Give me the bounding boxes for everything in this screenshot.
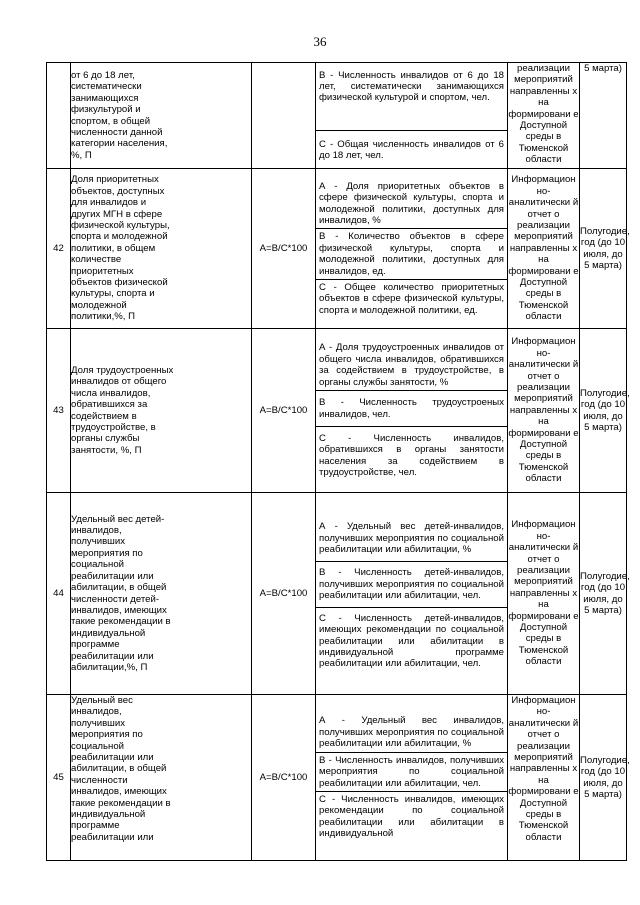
component-a: А - Доля приоритетных объектов в сфере физической культуры, спорта и молодежной политики, доступных для инвалидов, % [316, 179, 507, 230]
reporting-period: Полугодие, год (до 10 июля, до 5 марта) [580, 329, 627, 493]
formula: А=B/C*100 [252, 695, 316, 861]
component-c: C - Численность инвалидов, имеющих рекомендации по социальной реабилитации или абилитации в индивидуальной [319, 793, 504, 840]
row-number: 45 [47, 695, 71, 861]
components-cell [316, 329, 508, 493]
data-source: Информацион но-аналитически й отчет о реализации мероприятий направленны х на формировани е Доступной среды в Тюменской области [508, 169, 580, 329]
table-row [47, 329, 627, 493]
reporting-period: Полугодие, год (до 10 июля, до 5 марта) [580, 493, 627, 695]
indicator-name: Удельный вес инвалидов, получивших мероприятия по социальной реабилитации или абилитации, в общей численности инвалидов, имеющих такие рекомендации в индивидуальной программе реабилитации или [71, 695, 252, 861]
table-row [47, 63, 627, 169]
table-row [47, 493, 627, 695]
row-number: 44 [47, 493, 71, 695]
component-c: C - Численность детей-инвалидов, имеющих рекомендации по социальной реабилитации или абилитации в индивидуальной программе реабилитации или абилитации, чел. [319, 612, 504, 670]
formula [252, 63, 316, 169]
reporting-period: Полугодие, год (до 10 июля, до 5 марта) [580, 695, 627, 861]
component-a: А - Удельный вес инвалидов, получивших мероприятия по социальной реабилитации или абилитации, % [316, 713, 507, 752]
data-source: Информацион но-аналитически й отчет о реализации мероприятий направленны х на формировани е Доступной среды в Тюменской области [508, 329, 580, 493]
data-source: реализации мероприятий направленны х на формировани е Доступной среды в Тюменской области [508, 63, 580, 169]
component-c: C - Общая численность инвалидов от 6 до 18 лет, чел. [319, 138, 504, 161]
page-number: 36 [313, 34, 327, 49]
formula: А=B/C*100 [252, 169, 316, 329]
components-cell [316, 493, 508, 695]
indicator-name: Доля приоритетных объектов, доступных для инвалидов и других МГН в сфере физической культуры, спорта и молодежной политики, в общем количестве приоритетных объектов физической культуры, спорта и молодежной политики,%, П [71, 169, 252, 329]
row-number [47, 63, 71, 169]
data-source: Информацион но-аналитически й отчет о реализации мероприятий направленны х на формировани е Доступной среды в Тюменской области [508, 695, 580, 861]
component-b: B - Численность инвалидов от 6 до 18 лет, систематически занимающихся физической культурой и спортом, чел. [316, 68, 507, 131]
components-cell [316, 63, 508, 169]
component-b: B - Численность трудоустроеных инвалидов, чел. [316, 391, 507, 427]
component-b: B - Численность инвалидов, получивших мероприятия по социальной реабилитации или абилитации, чел. [316, 753, 507, 792]
components-cell [316, 695, 508, 861]
component-c: C - Общее количество приоритетных объектов в сфере физической культуры, спорта и молодежной политики, ед. [319, 282, 504, 316]
table-row [47, 695, 627, 861]
data-source: Информацион но-аналитически й отчет о реализации мероприятий направленны х на формировани е Доступной среды в Тюменской области [508, 493, 580, 695]
row-number: 43 [47, 329, 71, 493]
formula: А=B/C*100 [252, 493, 316, 695]
component-b: B - Количество объектов в сфере физической культуры, спорта и молодежной политики, доступных для инвалидов, ед. [316, 229, 507, 280]
indicators-table [46, 62, 630, 861]
reporting-period: 5 марта) [580, 63, 627, 169]
row-number: 42 [47, 169, 71, 329]
component-b: B - Численность детей-инвалидов, получивших мероприятия по социальной реабилитации или абилитации, чел. [316, 562, 507, 607]
formula: А=B/C*100 [252, 329, 316, 493]
component-c: C - Численность инвалидов, обратившихся в органы занятости населения за содействием в трудоустройстве, чел. [319, 432, 504, 479]
indicator-name: от 6 до 18 лет, систематически занимающихся физкультурой и спортом, в общей численности данной категории населения, %, П [71, 63, 252, 169]
indicator-name: Доля трудоустроенных инвалидов от общего числа инвалидов, обратившихся за содействием в трудоустройстве, в органы службы занятости, %, П [71, 329, 252, 493]
reporting-period: Полугодие, год (до 10 июля, до 5 марта) [580, 169, 627, 329]
component-a: А - Удельный вес детей-инвалидов, получивших мероприятия по социальной реабилитации или абилитации, % [316, 515, 507, 562]
components-cell [316, 169, 508, 329]
component-a: А - Доля трудоустроенных инвалидов от общего числа инвалидов, обратившихся за содействием в трудоустройстве, в органы службы занятости, % [316, 340, 507, 391]
table-row [47, 169, 627, 329]
indicator-name: Удельный вес детей- инвалидов, получивших мероприятия по социальной реабилитации или абилитации, в общей численности детей- инвалидов, имеющих такие рекомендации в индивидуальной программе реабилитации или абилитации,%, П [71, 493, 252, 695]
